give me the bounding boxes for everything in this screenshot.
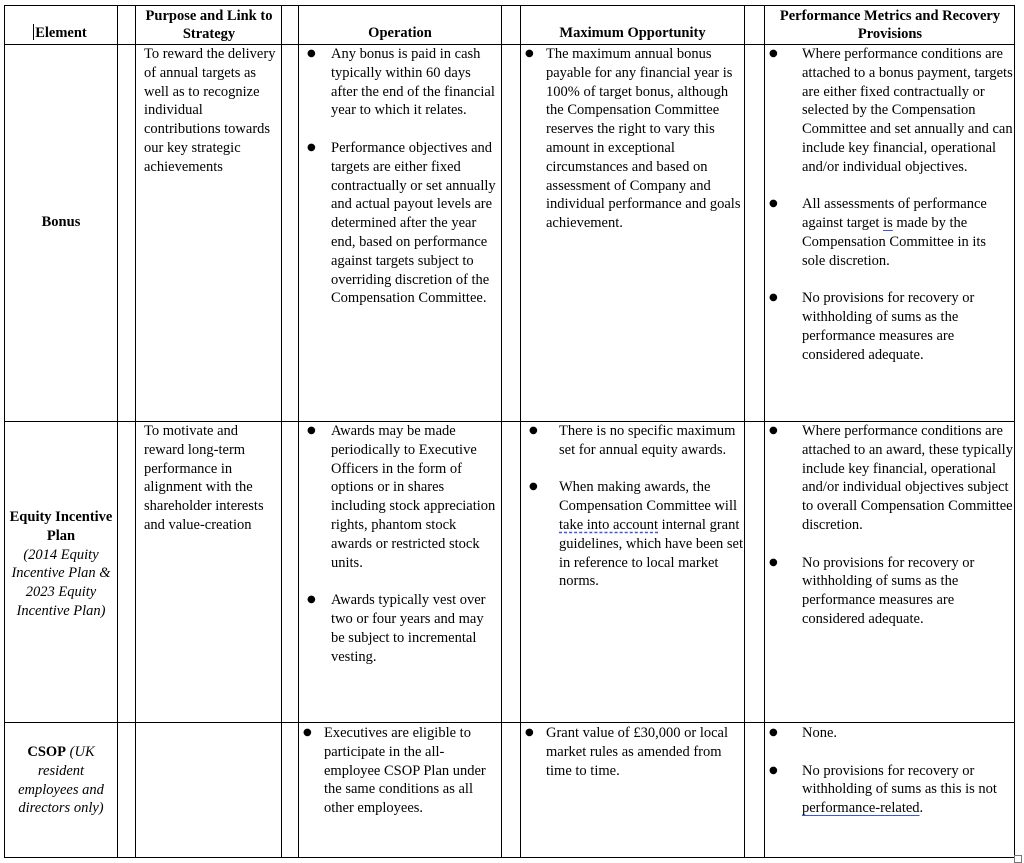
element-subtitle: (UK resident employees and directors only) [18,744,104,817]
list-item [765,762,1013,818]
header-purpose [136,7,282,43]
purpose-bonus: To reward the delivery of annual targets as well as to recognize individual contributions towards our key strategic achievements [144,46,276,175]
element-equity [4,508,118,621]
purpose-equity: To motivate and reward long-term performance in alignment with the shareholder interests and value-creation [144,423,264,533]
list-item: ● Any bonus is paid in cash typically within 60 days after the end of the financial year to which it relates. [299,45,499,120]
maximum-csop [521,724,743,780]
col-border [281,5,282,857]
element-bonus [6,213,116,232]
table-bottom-border [4,857,1014,858]
list-item: ● Where performance conditions are attached to a bonus payment, targets are either fixed contractually or selected by the Compensation Committee and set annually and can include key financial, operational and/or individual objectives. [765,45,1013,177]
perf-text: No provisions for recovery or withholding of sums as this is not performance-related. [802,762,997,817]
list-item: ● The maximum annual bonus payable for any financial year is 100% of target bonus, although the Compensation Committee reserves the right to vary this amount in exceptional circumstances and based on assessment of Company and individual performance and goals achievement. [521,45,743,233]
header-operation-label: Operation [368,25,432,41]
max-text: When making awards, the Compensation Committee will take into account internal grant guidelines, which have been set in reference to local market norms. [559,479,744,590]
col-border [1014,5,1015,857]
operation-equity [299,422,499,666]
element-title: Bonus [41,214,81,230]
list-item: ● No provisions for recovery or withholding of sums as the performance measures are considered adequate. [765,289,1013,364]
header-element [6,24,116,42]
header-purpose-label: Purpose and Link to Strategy [145,8,273,42]
maximum-bonus [521,45,743,233]
element-title: Equity Incentive Plan [9,509,113,544]
list-item: ● Awards may be made periodically to Executive Officers in the form of options or in shares including stock appreciation rights, phantom stock awards or restricted stock units. [299,422,499,572]
element-title: CSOP [27,744,67,760]
operation-csop [299,724,499,818]
col-border [135,5,136,857]
list-item [521,478,743,591]
header-element-label: Element [35,25,87,41]
col-border [501,5,502,857]
performance-equity [765,422,1013,629]
element-subtitle: (2014 Equity Incentive Plan & 2023 Equity Incentive Plan) [11,546,111,619]
list-item: ● Executives are eligible to participate in the all-employee CSOP Plan under the same conditions as all other employees. [299,724,499,818]
element-csop [6,743,116,818]
col-border [744,5,745,857]
list-item: ● Awards typically vest over two or four years and may be subject to incremental vesting. [299,591,499,666]
row-border-2 [4,722,1014,723]
header-maximum [521,24,744,42]
operation-bonus [299,45,499,308]
maximum-equity [521,422,743,591]
header-performance-label: Performance Metrics and Recovery Provisions [779,8,1001,42]
header-maximum-label: Maximum Opportunity [559,25,706,41]
list-item: ● None. [765,724,1013,743]
col-border [4,5,5,857]
col-border [117,5,118,857]
resize-handle[interactable] [1014,855,1022,863]
list-item: ● Performance objectives and targets are either fixed contractually or set annually and actual payout levels are determined after the year end, based on performance against targets subject to overriding discretion of the Compensation Committee. [299,139,499,308]
list-item [765,195,1013,270]
list-item: ● Grant value of £30,000 or local market rules as amended from time to time. [521,724,743,780]
list-item: ● There is no specific maximum set for annual equity awards. [521,422,743,460]
performance-csop [765,724,1013,818]
header-performance [765,7,1015,43]
list-item: ● No provisions for recovery or withholding of sums as the performance measures are considered adequate. [765,554,1013,629]
performance-bonus [765,45,1013,365]
header-operation [299,24,501,42]
perf-text: All assessments of performance against target is made by the Compensation Committee in its sole discretion. [802,196,987,269]
list-item: ● Where performance conditions are attached to an award, these typically include key financial, operational and/or individual objectives subject to overall Compensation Committee discretion. [765,422,1013,535]
table-top-border [4,5,1014,6]
